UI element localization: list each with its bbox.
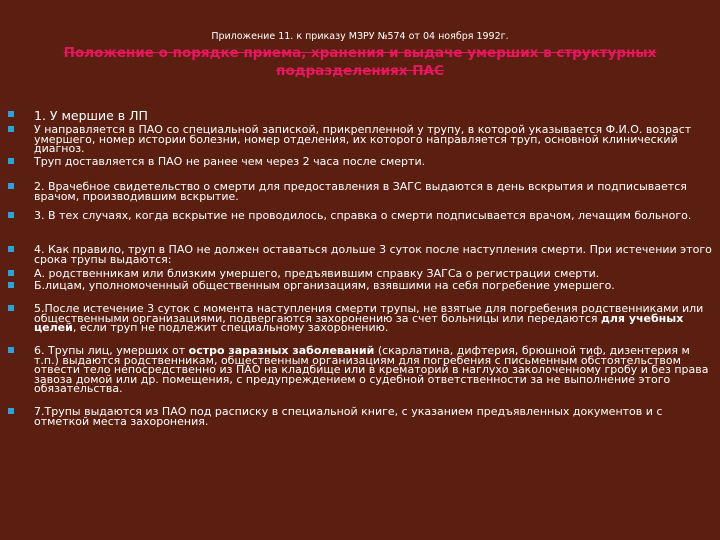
item-text: 1. У мершие в ЛП: [34, 108, 148, 123]
bullet-icon: [8, 212, 14, 218]
bullet-icon: [8, 282, 14, 288]
item-text: Б.лицам, уполномоченный общественным организациям, взявшими на себя погребение умершего.: [34, 279, 615, 292]
list-item: [34, 110, 714, 122]
item-text-bold: остро заразных заболеваний: [188, 344, 375, 357]
bullet-icon: [8, 183, 14, 189]
bullet-icon: [8, 126, 14, 132]
bullet-icon: [8, 158, 14, 164]
item-text: 2. Врачебное свидетельство о смерти для предоставления в ЗАГС выдаются в день вскрытия и подписывается врачом, производившим вскрытие.: [34, 180, 687, 203]
list-item: [34, 245, 714, 264]
item-text: У направляется в ПАО со специальной запиской, прикрепленной у трупу, в которой указывается Ф.И.О. возраст умершего, номер истории болезни, номер отделения, их которого направляется труп, основной клинический диагноз.: [34, 123, 692, 156]
item-text: 4. Как правило, труп в ПАО не должен оставаться дольше 3 суток после наступления смерти. При истечении этого срока трупы выдаются:: [34, 243, 712, 266]
bullet-icon: [8, 305, 14, 311]
list-item: [34, 269, 714, 279]
item-text: Труп доставляется в ПАО не ранее чем через 2 часа после смерти.: [34, 155, 426, 168]
bullet-icon: [8, 347, 14, 353]
item-text: 6. Трупы лиц, умерших от: [34, 344, 189, 357]
slide-subtitle: Приложение 11. к приказу МЗРУ №574 от 04 ноября 1992г.: [211, 31, 509, 42]
item-text: , если труп не подлежит специальному захоронению.: [72, 321, 389, 335]
bullet-icon: [8, 270, 14, 276]
bullet-icon: [8, 111, 14, 117]
item-text: А. родственникам или близким умершего, предъявившим справку ЗАГСа о регистрации смерти.: [34, 267, 600, 280]
list-item: [34, 346, 714, 394]
list-item: [34, 211, 714, 221]
bullet-icon: [8, 246, 14, 252]
list-item: [34, 407, 714, 426]
bullet-icon: [8, 408, 14, 414]
item-text: 7.Трупы выдаются из ПАО под расписку в специальной книге, с указанием предъявленных документов и с отметкой места захоронения.: [34, 405, 663, 428]
list-item: [34, 157, 714, 167]
item-text: 5.После истечение 3 суток с момента наступления смерти трупы, не взятые для погребения родственниками или общественными организациями, подвергаются захоронению за счет больницы или передаются: [34, 302, 704, 325]
item-text: (скарлатина, дифтерия, брюшной тиф, дизентерия м т.п.) выдаются родственникам, общественным организациям для погребения с письменным обстоятельством отвести тело непосредственно из ПАО на кладбище или в крематорий в наглухо заколоченному гробу и без права завоза домой или др. помещения, с предупреждением о судебной ответственности за не выполнение этого обязательства.: [34, 344, 709, 396]
list-item: [34, 125, 714, 154]
list-item: [34, 182, 714, 201]
slide-title: Положение о порядке приема, хранения и выдаче умерших в структурных подразделениях ПАС: [63, 45, 657, 79]
list-item: [34, 281, 714, 291]
item-text-bold: для учебных целей: [34, 311, 684, 335]
item-text: 3. В тех случаях, когда вскрытие не проводилось, справка о смерти подписывается врачом, лечащим больного.: [34, 209, 692, 222]
list-item: [34, 304, 714, 333]
